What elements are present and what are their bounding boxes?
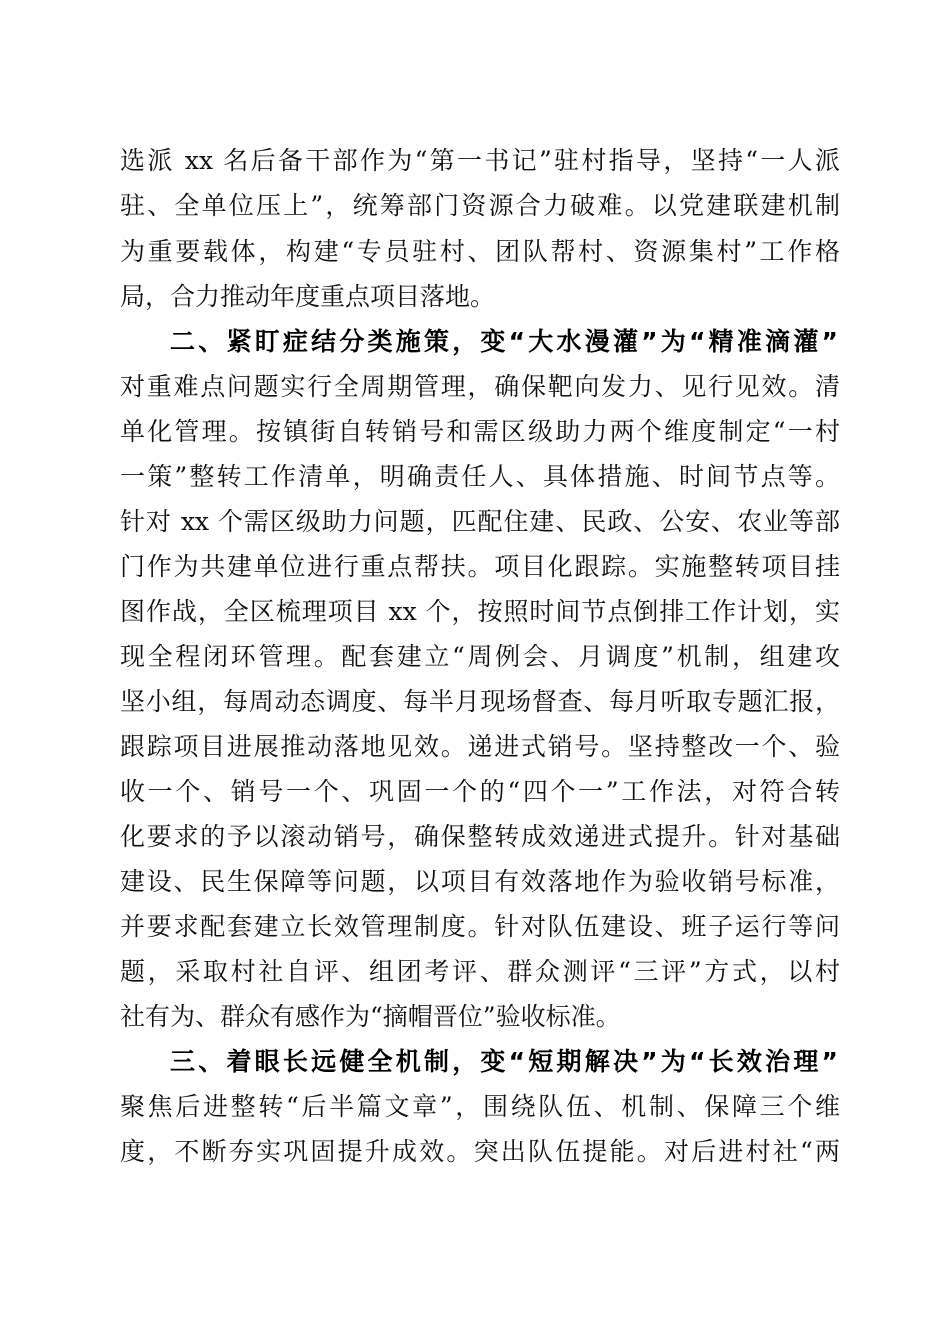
text-line: 收一个、销号一个、巩固一个的“四个一”工作法，对符合转 bbox=[120, 777, 840, 806]
text-line: 建设、民生保障等问题，以项目有效落地作为验收销号标准， bbox=[120, 867, 840, 896]
text-line: 题，采取村社自评、组团考评、群众测评“三评”方式，以村 bbox=[120, 957, 840, 986]
text-line: 现全程闭环管理。配套建立“周例会、月调度”机制，组建攻 bbox=[120, 642, 840, 671]
text-line: 社有为、群众有感作为“摘帽晋位”验收标准。 bbox=[120, 1002, 621, 1031]
text-line: 对重难点问题实行全周期管理，确保靶向发力、见行见效。清 bbox=[120, 372, 840, 401]
text-line: 聚焦后进整转“后半篇文章”，围绕队伍、机制、保障三个维 bbox=[120, 1092, 840, 1121]
text-line: 驻、全单位压上”，统筹部门资源合力破难。以党建联建机制 bbox=[120, 191, 840, 220]
text-line: 选派 xx 名后备干部作为“第一书记”驻村指导，坚持“一人派 bbox=[120, 146, 840, 175]
section-heading-2: 二、紧盯症结分类施策，变“大水漫灌”为“精准滴灌” bbox=[170, 327, 838, 356]
text-line: 跟踪项目进展推动落地见效。递进式销号。坚持整改一个、验 bbox=[120, 732, 840, 761]
text-line: 化要求的予以滚动销号，确保整转成效递进式提升。针对基础 bbox=[120, 822, 840, 851]
text-line: 度，不断夯实巩固提升成效。突出队伍提能。对后进村社“两 bbox=[120, 1137, 840, 1166]
text-line: 局，合力推动年度重点项目落地。 bbox=[120, 282, 496, 311]
text-line: 一策”整转工作清单，明确责任人、具体措施、时间节点等。 bbox=[120, 462, 840, 491]
text-line: 坚小组，每周动态调度、每半月现场督查、每月听取专题汇报， bbox=[120, 687, 840, 716]
text-line: 为重要载体，构建“专员驻村、团队帮村、资源集村”工作格 bbox=[120, 237, 840, 266]
text-line: 单化管理。按镇街自转销号和需区级助力两个维度制定“一村 bbox=[120, 417, 840, 446]
text-line: 门作为共建单位进行重点帮扶。项目化跟踪。实施整转项目挂 bbox=[120, 552, 840, 581]
section-heading-3: 三、着眼长远健全机制，变“短期解决”为“长效治理” bbox=[170, 1047, 838, 1076]
text-line: 针对 xx 个需区级助力问题，匹配住建、民政、公安、农业等部 bbox=[120, 507, 840, 536]
text-line: 图作战，全区梳理项目 xx 个，按照时间节点倒排工作计划，实 bbox=[120, 597, 840, 626]
text-line: 并要求配套建立长效管理制度。针对队伍建设、班子运行等问 bbox=[120, 912, 840, 941]
